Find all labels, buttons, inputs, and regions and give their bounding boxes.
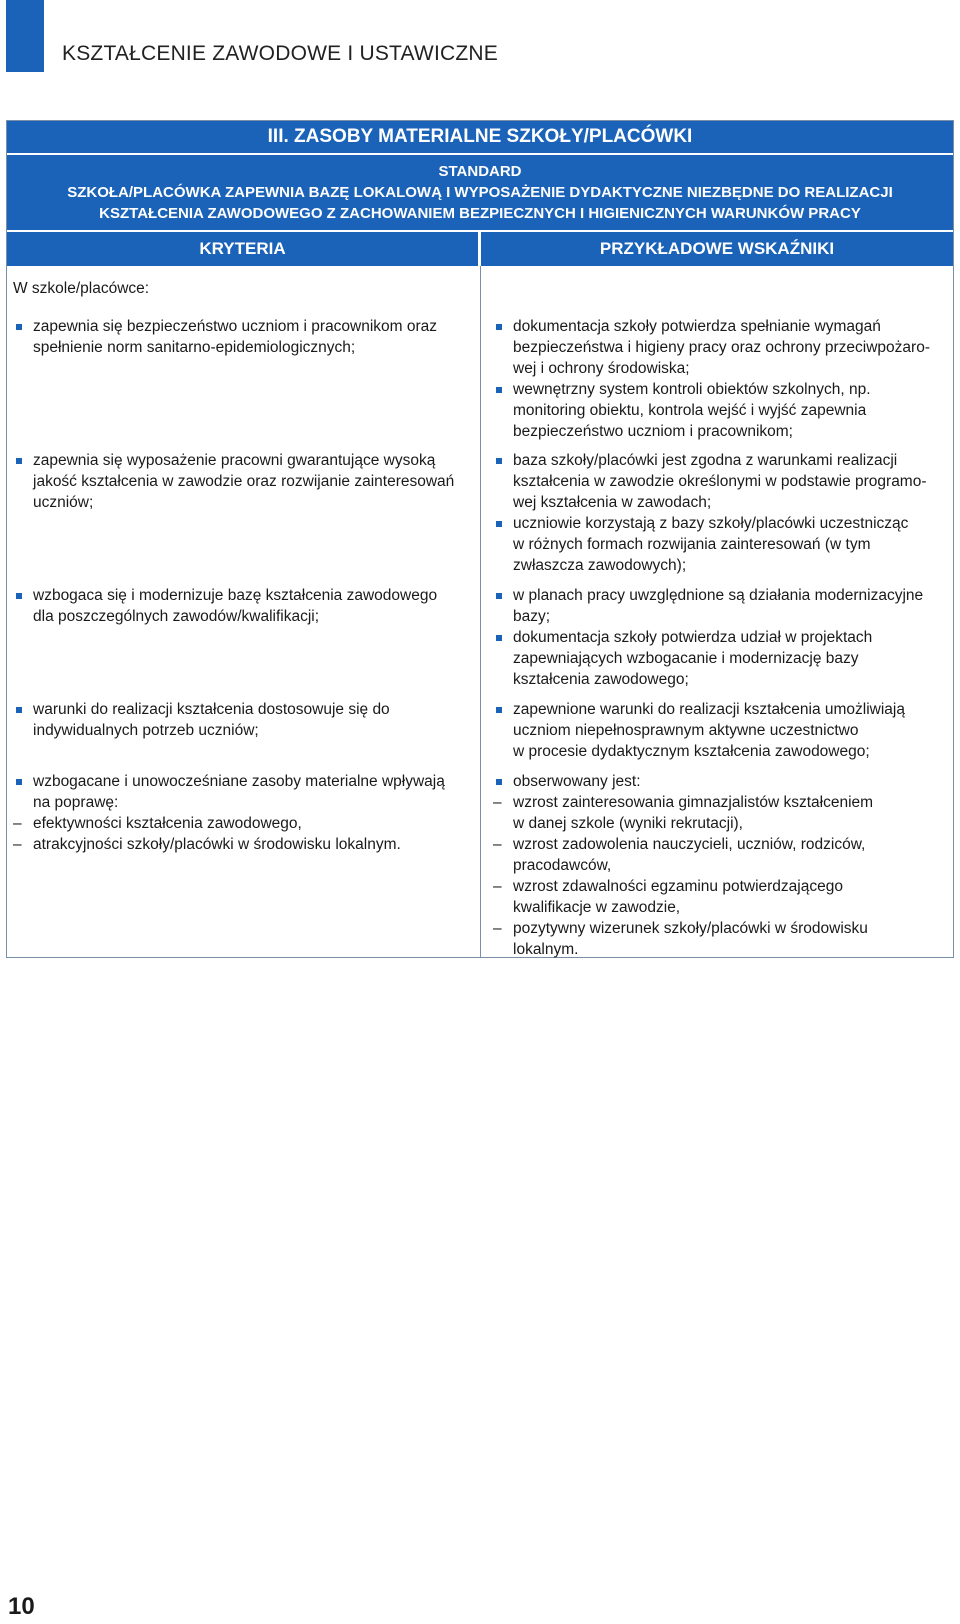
list-item (13, 771, 470, 813)
header-accent-bar (6, 0, 44, 72)
standard-text-line: SZKOŁA/PLACÓWKA ZAPEWNIA BAZĘ LOKALOWĄ I WYPOSAŻENIE DYDAKTYCZNE NIEZBĘDNE DO REALIZACJI (67, 184, 893, 201)
text-line: uczniowie korzystają z bazy szkoły/placówki uczestnicząc (513, 515, 909, 532)
text-line: dokumentacja szkoły potwierdza udział w projektach (513, 629, 873, 646)
text-line: w procesie dydaktycznym kształcenia zawodowego; (513, 743, 870, 760)
criteria-block (13, 699, 470, 771)
page-header-title: KSZTAŁCENIE ZAWODOWE I USTAWICZNE (62, 42, 498, 65)
text-line: uczniów; (33, 494, 94, 511)
sub-item (493, 918, 945, 960)
text-line: pracodawców, (513, 857, 612, 874)
criteria-block (13, 585, 470, 699)
page-number: 10 (8, 1593, 35, 1620)
list-item (13, 450, 470, 513)
column-header-criteria: KRYTERIA (7, 232, 478, 266)
criteria-intro: W szkole/placówce: (13, 280, 150, 297)
text-line: atrakcyjności szkoły/placówki w środowisku lokalnym. (33, 836, 401, 853)
list-item (13, 585, 470, 627)
sub-item (493, 792, 945, 834)
list-item (493, 627, 945, 690)
text-line: kwalifikacje w zawodzie, (513, 899, 681, 916)
list-item (493, 316, 945, 379)
text-line: baza szkoły/placówki jest zgodna z warunkami realizacji (513, 452, 898, 469)
text-line: zapewnia się bezpieczeństwo uczniom i pracownikom oraz (33, 318, 438, 335)
indicator-block (493, 771, 945, 957)
standards-table (6, 120, 954, 958)
table-body (7, 266, 953, 957)
text-line: wej kształcenia w zawodach; (513, 494, 712, 511)
section-title: III. ZASOBY MATERIALNE SZKOŁY/PLACÓWKI (7, 121, 953, 155)
text-line: w planach pracy uwzględnione są działania modernizacyjne (513, 587, 924, 604)
list-item (493, 379, 945, 442)
dash-marker: – (493, 878, 502, 895)
text-line: zapewnione warunki do realizacji kształcenia umożliwiają (513, 701, 905, 718)
text-line: uczniom niepełnosprawnym aktywne uczestnictwo (513, 722, 859, 739)
column-headers (7, 232, 953, 266)
list-item (13, 699, 470, 741)
list-item (13, 316, 470, 358)
sub-item (13, 813, 470, 834)
list-item (493, 585, 945, 627)
indicator-block (493, 585, 945, 699)
text-line: wzbogacane i unowocześniane zasoby materialne wpływają (33, 773, 445, 790)
dash-marker: – (13, 836, 22, 853)
text-line: monitoring obiektu, kontrola wejść i wyjść zapewnia (513, 402, 867, 419)
dash-marker: – (13, 815, 22, 832)
criteria-block (13, 771, 470, 957)
dash-marker: – (493, 794, 502, 811)
text-line: obserwowany jest: (513, 773, 641, 790)
text-line: wzrost zdawalności egzaminu potwierdzającego (513, 878, 843, 895)
text-line: w danej szkole (wyniki rekrutacji), (513, 815, 743, 832)
standard-block (7, 155, 953, 232)
indicator-block (493, 699, 945, 771)
dash-marker: – (493, 836, 502, 853)
standard-text-line: KSZTAŁCENIA ZAWODOWEGO Z ZACHOWANIEM BEZPIECZNYCH I HIGIENICZNYCH WARUNKÓW PRACY (99, 205, 861, 222)
indicator-block (493, 316, 945, 450)
list-item (493, 699, 945, 762)
list-item (493, 771, 945, 792)
column-header-indicators: PRZYKŁADOWE WSKAŹNIKI (478, 232, 953, 266)
text-line: pozytywny wizerunek szkoły/placówki w środowisku (513, 920, 868, 937)
criteria-block (13, 316, 470, 450)
text-line: zapewniających wzbogacanie i modernizację bazy (513, 650, 859, 667)
criteria-block (13, 450, 470, 585)
list-item (493, 450, 945, 513)
text-line: zapewnia się wyposażenie pracowni gwarantujące wysoką (33, 452, 436, 469)
text-line: warunki do realizacji kształcenia dostosowuje się do (33, 701, 390, 718)
text-line: na poprawę: (33, 794, 119, 811)
text-line: kształcenia zawodowego; (513, 671, 689, 688)
text-line: wzbogaca się i modernizuje bazę kształcenia zawodowego (33, 587, 438, 604)
text-line: bezpieczeństwo uczniom i pracownikom; (513, 423, 793, 440)
indicator-block (493, 450, 945, 585)
text-line: bezpieczeństwa i higieny pracy oraz ochrony przeciwpożaro- (513, 339, 930, 356)
text-line: wzrost zadowolenia nauczycieli, uczniów, rodziców, (513, 836, 866, 853)
text-line: dla poszczególnych zawodów/kwalifikacji; (33, 608, 320, 625)
criteria-column (7, 266, 480, 957)
text-line: wewnętrzny system kontroli obiektów szkolnych, np. (513, 381, 871, 398)
text-line: indywidualnych potrzeb uczniów; (33, 722, 259, 739)
text-line: wej i ochrony środowiska; (513, 360, 690, 377)
text-line: bazy; (513, 608, 551, 625)
text-line: jakość kształcenia w zawodzie oraz rozwijanie zainteresowań (33, 473, 455, 490)
indicators-spacer (493, 266, 945, 316)
text-line: kształcenia w zawodzie określonymi w podstawie programo- (513, 473, 927, 490)
sub-item (493, 876, 945, 918)
text-line: lokalnym. (513, 941, 579, 958)
sub-item (493, 834, 945, 876)
text-line: w różnych formach rozwijania zainteresowań (w tym (513, 536, 871, 553)
standard-label: STANDARD (438, 163, 522, 180)
list-item (493, 513, 945, 576)
text-line: wzrost zainteresowania gimnazjalistów kształceniem (513, 794, 874, 811)
text-line: efektywności kształcenia zawodowego, (33, 815, 302, 832)
text-line: spełnienie norm sanitarno-epidemiologicznych; (33, 339, 356, 356)
sub-item (13, 834, 470, 855)
dash-marker: – (493, 920, 502, 937)
text-line: dokumentacja szkoły potwierdza spełnianie wymagań (513, 318, 881, 335)
indicators-column (480, 266, 953, 957)
text-line: zwłaszcza zawodowych); (513, 557, 687, 574)
